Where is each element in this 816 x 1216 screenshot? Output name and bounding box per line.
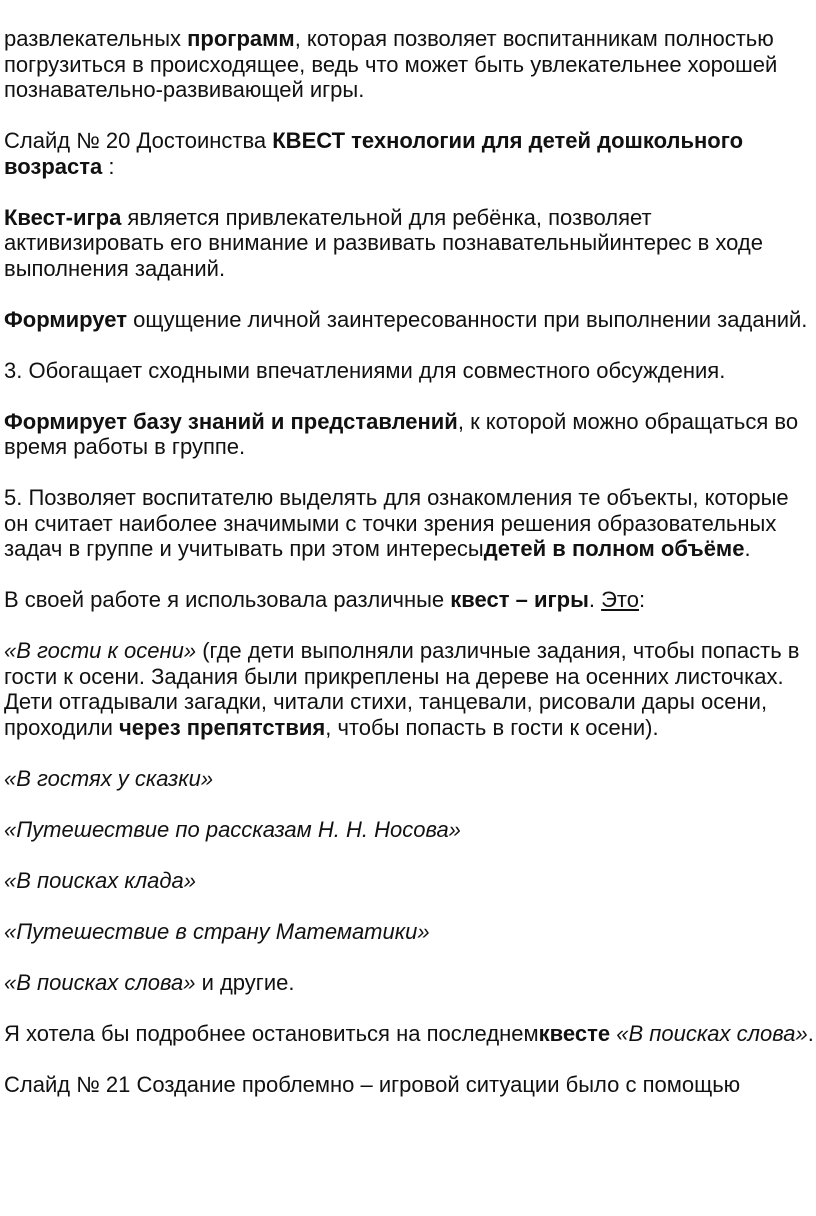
text-run: квесте — [538, 1020, 611, 1046]
paragraph-p14 — [4, 970, 816, 996]
document-page — [4, 26, 816, 1097]
paragraph-spacer — [4, 842, 816, 868]
text-run: и другие. — [195, 969, 295, 995]
paragraph-spacer — [4, 332, 816, 358]
paragraph-p2 — [4, 128, 816, 179]
text-run: «В гостях у сказки» — [4, 765, 214, 791]
paragraph-spacer — [4, 179, 816, 205]
paragraph-p6 — [4, 409, 816, 460]
text-run: В своей работе я использовала различные — [4, 587, 451, 612]
paragraph-p10 — [4, 766, 816, 792]
text-run: Слайд № 20 Достоинства — [4, 128, 273, 153]
text-run: «В поисках слова» — [616, 1020, 808, 1046]
text-run: через препятствия — [119, 714, 326, 740]
text-run: , чтобы попасть в гости к осени). — [325, 714, 659, 740]
text-run: Слайд № 21 Создание проблемно – игровой ситуации было с помощью — [4, 1071, 741, 1097]
paragraph-p8 — [4, 587, 816, 613]
text-run: . — [744, 536, 751, 561]
paragraph-spacer — [4, 944, 816, 970]
text-run: , которая позволяет воспитанникам полностью погрузиться в происходящее, ведь что может быть увлекательнее хорошей познавательно-развивающей игры. — [4, 26, 778, 102]
text-run: Квест-игра — [4, 204, 122, 230]
text-run: Это — [601, 587, 639, 612]
paragraph-p11 — [4, 817, 816, 843]
paragraph-spacer — [4, 995, 816, 1021]
paragraph-spacer — [4, 1046, 816, 1072]
paragraph-p9 — [4, 638, 816, 740]
text-run: : — [102, 153, 115, 179]
text-run: развлекательных — [4, 26, 188, 51]
paragraph-p13 — [4, 919, 816, 945]
paragraph-p3 — [4, 205, 816, 282]
text-run: 3. Обогащает сходными впечатлениями для совместного обсуждения. — [4, 357, 726, 383]
text-run: (где дети выполняли различные задания, чтобы попасть в гости к осени. Задания были прикреплены на дереве на осенних листочках. Дети отгадывали загадки, читали стихи, танцевали, рисовали дары осени, проходили — [4, 638, 800, 740]
text-run: Формирует — [4, 306, 127, 332]
text-run: «В гости к осени» — [4, 638, 197, 663]
text-run: ощущение личной заинтересованности при выполнении заданий. — [126, 306, 808, 332]
text-run: «Путешествие в страну Математики» — [4, 918, 430, 944]
text-run: . — [807, 1020, 814, 1046]
text-run: КВЕСТ технологии для детей дошкольного возраста — [4, 128, 744, 179]
paragraph-spacer — [4, 460, 816, 486]
text-run: Формирует базу знаний и представлений — [4, 408, 458, 434]
text-run: 5. Позволяет воспитателю выделять для ознакомления те объекты, которые он считает наиболее значимыми с точки зрения решения образовательных задач в группе и учитывать при этом интересы — [4, 485, 789, 561]
paragraph-p5 — [4, 358, 816, 384]
paragraph-spacer — [4, 383, 816, 409]
text-run: является привлекательной для ребёнка, позволяет активизировать его внимание и развивать познавательныйинтерес в ходе выполнения заданий. — [4, 204, 763, 281]
paragraph-spacer — [4, 103, 816, 129]
paragraph-p4 — [4, 307, 816, 333]
paragraph-spacer — [4, 893, 816, 919]
text-run: программ — [187, 26, 295, 51]
paragraph-spacer — [4, 281, 816, 307]
text-run: : — [638, 587, 646, 612]
text-run: детей в полном объёме — [483, 536, 745, 561]
text-run: квест – игры — [450, 587, 589, 612]
text-run: Я хотела бы подробнее остановиться на последнем — [4, 1020, 539, 1046]
text-run: «В поисках клада» — [4, 867, 196, 893]
paragraph-p16 — [4, 1072, 816, 1098]
paragraph-p1 — [4, 26, 816, 103]
paragraph-p12 — [4, 868, 816, 894]
text-run: «В поисках слова» — [4, 969, 196, 995]
paragraph-spacer — [4, 791, 816, 817]
paragraph-p15 — [4, 1021, 816, 1047]
paragraph-spacer — [4, 740, 816, 766]
paragraph-p7 — [4, 485, 816, 562]
text-run: . — [588, 587, 602, 612]
text-run: «Путешествие по рассказам Н. Н. Носова» — [4, 816, 461, 842]
text-run: , к которой можно обращаться во время работы в группе. — [4, 408, 799, 459]
paragraph-spacer — [4, 613, 816, 639]
paragraph-spacer — [4, 562, 816, 588]
